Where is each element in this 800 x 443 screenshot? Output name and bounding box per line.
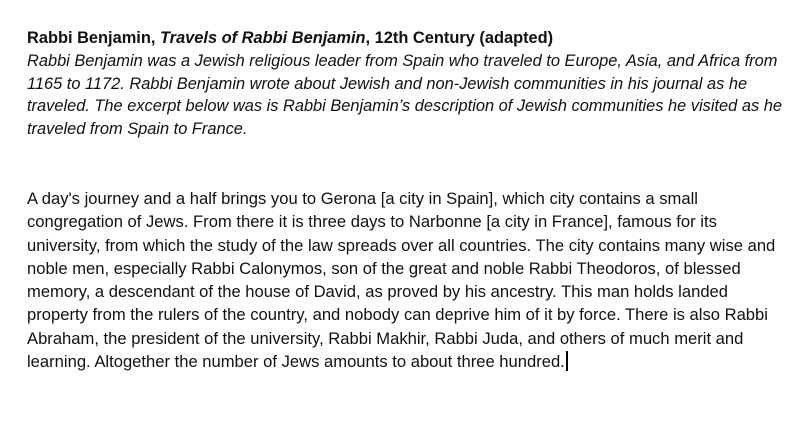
heading-suffix: , 12th Century (adapted) (365, 29, 554, 47)
document-body[interactable] (27, 27, 787, 373)
source-heading (27, 27, 787, 50)
paragraph-spacer (27, 141, 787, 187)
text-cursor (566, 351, 568, 371)
excerpt-paragraph[interactable] (27, 187, 787, 373)
heading-author: Rabbi Benjamin, (27, 29, 160, 47)
excerpt-text: A day's journey and a half brings you to Gerona [a city in Spain], which city contains a small congregation of Jews. From there it is three days to Narbonne [a city in France], famous for its university, from which the study of the law spreads over all countries. The city contains many wise and noble men, especially Rabbi Calonymos, son of the great and noble Rabbi Theodoros, of blessed memory, a descendant of the house of David, as proved by his ancestry. This man holds landed property from the rulers of the country, and nobody can deprive him of it by force. There is also Rabbi Abraham, the president of the university, Rabbi Makhir, Rabbi Juda, and others of much merit and learning. Altogether the number of Jews amounts to about three hundred. (27, 188, 776, 372)
heading-work-title: Travels of Rabbi Benjamin (159, 29, 366, 47)
intro-paragraph: Rabbi Benjamin was a Jewish religious leader from Spain who traveled to Europe, Asia, and Africa from 1165 to 1172. Rabbi Benjamin wrote about Jewish and non-Jewish communities in his journal as he traveled. The excerpt below was is Rabbi Benjamin’s description of Jewish communities he visited as he traveled from Spain to France. (27, 51, 782, 139)
